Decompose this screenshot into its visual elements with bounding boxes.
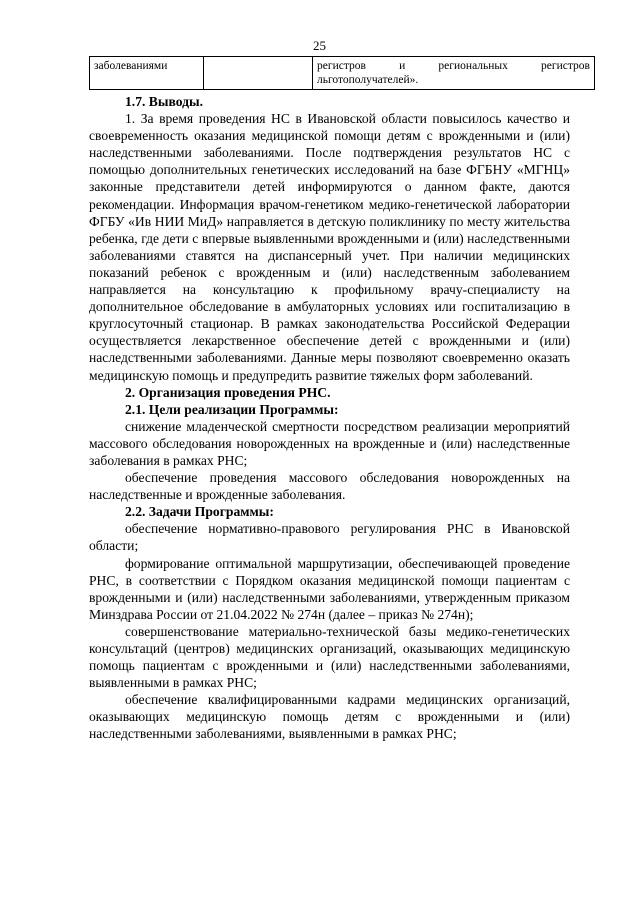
table-cell <box>204 57 313 90</box>
paragraph: обеспечение проведения массового обследования новорожденных на наследственные и врожденные заболевания. <box>89 470 570 503</box>
table-cell: заболеваниями <box>90 57 204 90</box>
paragraph: снижение младенческой смертности посредством реализации мероприятий массового обследования новорожденных на врожденные и (или) наследственные заболевания в рамках РНС; <box>89 418 570 468</box>
paragraph: обеспечение квалифицированными кадрами медицинских организаций, оказывающих медицинскую помощь детям с врожденными и (или) наследственными заболеваниями, выявленными в рамках РНС; <box>89 692 570 742</box>
page-number: 25 <box>313 38 326 53</box>
paragraph: совершенствование материально-технической базы медико-генетических консультаций (центров) медицинских организаций, оказывающих медицинскую помощь пациентам с врожденными и (или) наследственными заболеваниями, выявленными в рамках РНС; <box>89 623 570 691</box>
paragraph: формирование оптимальной маршрутизации, обеспечивающей проведение РНС, в соответствии с Порядком оказания медицинской помощи пациентам с врожденными и (или) наследственными заболеваниями, утвержденным приказом Минздрава России от 21.04.2022 № 274н (далее – приказ № 274н); <box>89 555 570 622</box>
paragraph: обеспечение нормативно-правового регулирования РНС в Ивановской области; <box>89 521 570 554</box>
section-heading: 1.7. Выводы. <box>125 94 204 109</box>
section-heading: 2.1. Цели реализации Программы: <box>125 401 339 417</box>
table-fragment <box>89 56 595 90</box>
table-row <box>90 57 595 90</box>
document-body <box>89 93 570 743</box>
section-heading: 2. Организация проведения РНС. <box>125 384 331 400</box>
section-heading: 2.2. Задачи Программы: <box>125 504 274 520</box>
table-cell: регистров и региональных регистров льготополучателей». <box>313 57 595 90</box>
paragraph: 1. За время проведения НС в Ивановской области повысилось качество и своевременность оказания медицинской помощи детям с врожденными и (или) наследственными заболеваниями. После подтверждения результатов НС с помощью дополнительных генетических исследований на базе ФГБНУ «МГНЦ» законные представители детей информируются о данном факте, даются рекомендации. Информация врачом-генетиком медико-генетической лаборатории ФГБУ «Ив НИИ МиД» направляется в детскую поликлинику по месту жительства ребенка, где дети с впервые выявленными врожденными и (или) наследственными заболеваниями ставятся на диспансерный учет. При наличии медицинских показаний ребенок с врожденным и (или) наследственным заболеванием направляется на консультацию к профильному врачу-специалисту на дополнительное обследование в амбулаторных условиях или госпитализацию в круглосуточный стационар. В рамках законодательства Российской Федерации осуществляется лекарственное обеспечение детей с врожденными и (или) наследственными заболеваниями. Данные меры позволяют своевременно оказать медицинскую помощь и предупредить развитие тяжелых форм заболеваний. <box>89 111 570 383</box>
